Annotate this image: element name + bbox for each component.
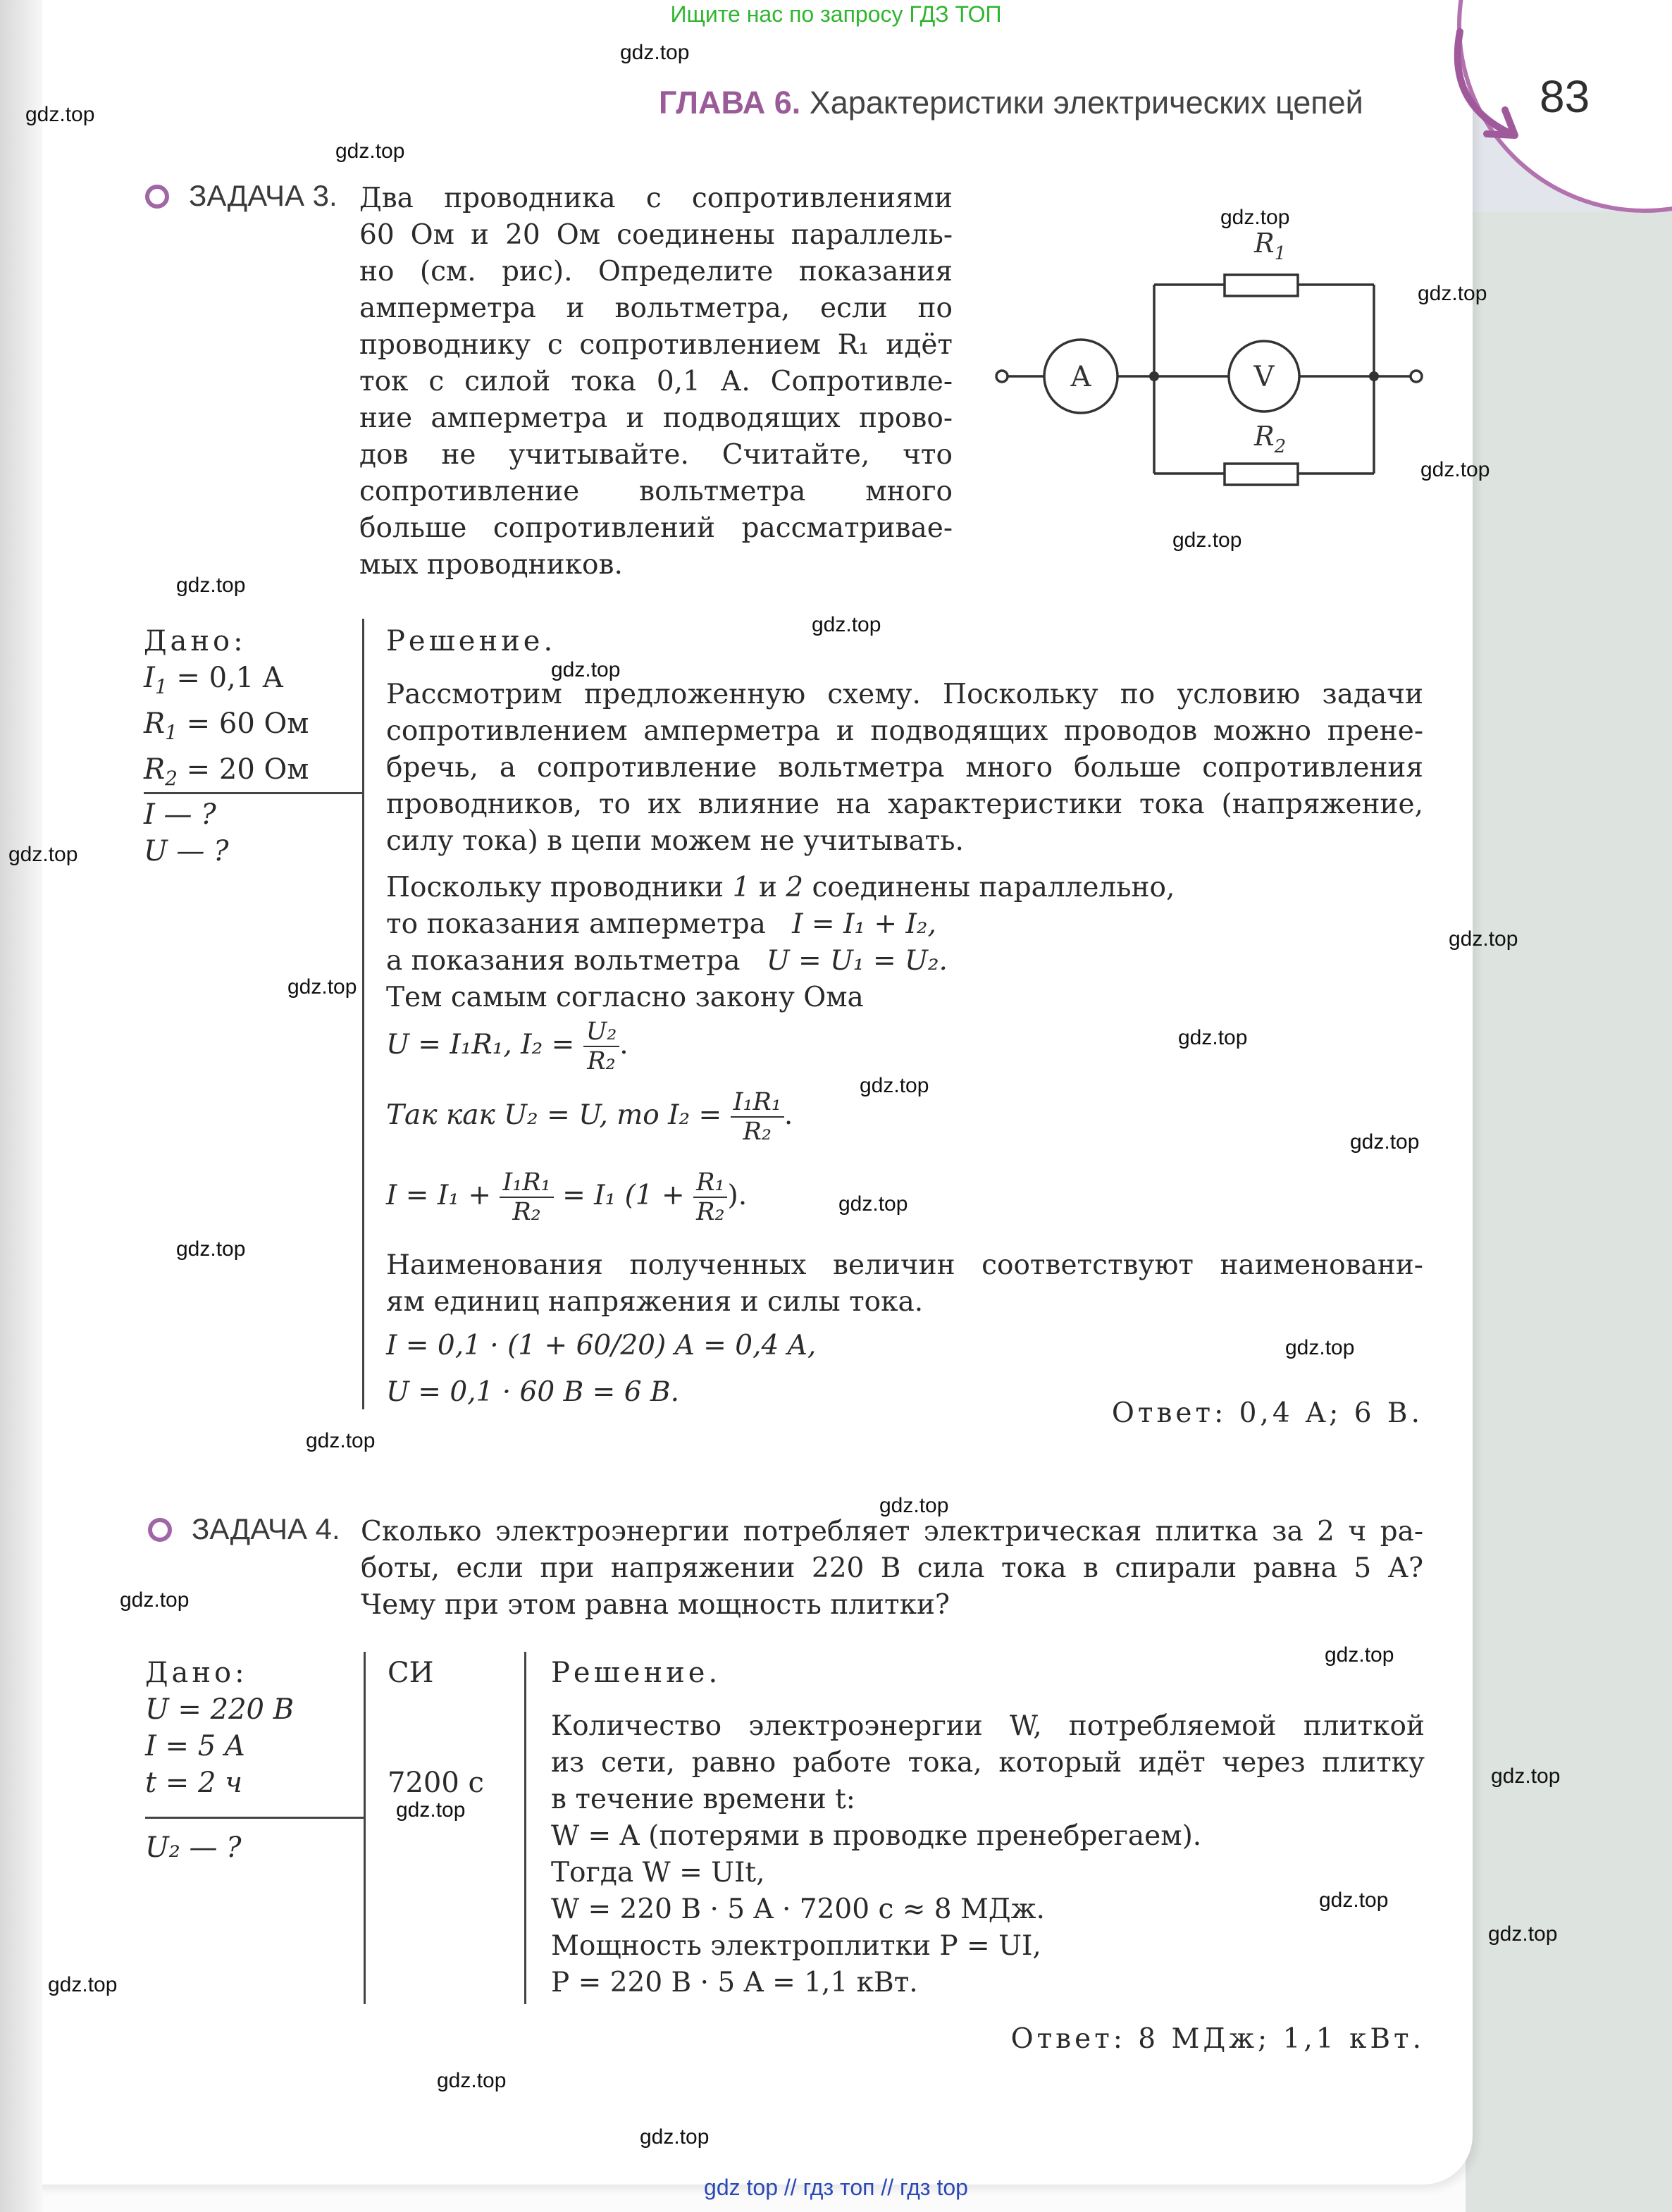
task4-equations [551, 1818, 1201, 2001]
given-title: Дано: [145, 1657, 248, 1689]
task3-units-paragraph [386, 1247, 1423, 1321]
watermark: gdz.top [1220, 206, 1290, 229]
calc-current: I = 0,1 · (1 + 60/20) A = 0,4 A, [386, 1330, 817, 1361]
footer-banner[interactable]: gdz top // гдз топ // гдз top [704, 2175, 968, 2200]
equation-line: W = A (потерями в проводке пренебрегаем). [551, 1820, 1202, 1852]
watermark: gdz.top [860, 1074, 929, 1097]
chapter-title: Характеристики электрических цепей [809, 85, 1363, 121]
watermark: gdz.top [1178, 1026, 1248, 1049]
task3-answer: Ответ: 0,4 A; 6 B. [1111, 1397, 1423, 1429]
task4-given [145, 1655, 294, 1801]
watermark: gdz.top [812, 613, 881, 636]
watermark: gdz.top [1325, 1643, 1394, 1667]
task3-circle-icon [145, 185, 169, 209]
watermark: gdz.top [396, 1798, 466, 1822]
resistor-r1 [1225, 275, 1298, 296]
task4-label: ЗАДАЧА 4. [192, 1512, 340, 1545]
watermark: gdz.top [306, 1429, 376, 1452]
watermark: gdz.top [1285, 1336, 1355, 1359]
line-voltmeter: а показания вольтметра U = U₁ = U₂. [386, 945, 948, 977]
task3-solution-title: Решение. [386, 625, 557, 657]
terminal-left [996, 371, 1008, 382]
watermark: gdz.top [640, 2125, 710, 2149]
watermark: gdz.top [1491, 1765, 1561, 1788]
equation-line: W = 220 B · 5 A · 7200 с ≈ 8 МДж. [551, 1893, 1045, 1925]
given-title: Дано: [144, 625, 247, 657]
statement-line: больше сопротивлений рассматривае- [359, 512, 953, 544]
watermark: gdz.top [8, 843, 78, 866]
r1-label: $R_1$ [1254, 228, 1287, 264]
watermark: gdz.top [176, 1237, 246, 1261]
watermark: gdz.top [1420, 458, 1490, 481]
terminal-right [1411, 371, 1422, 382]
find-item: U — ? [144, 835, 229, 867]
eq-current: I = I₁ + I₂, [792, 908, 936, 940]
equation-line: P = 220 B · 5 A = 1,1 кВт. [551, 1967, 918, 1998]
line-parallel: Поскольку проводники 1 и 2 соединены параллельно, [386, 872, 1175, 903]
eq-total: I = I₁ + $\frac{\text{I₁R₁}}{\text{R₂}}$ = I₁ (1 + $\frac{\text{R₁}}{\text{R₂}}$ ). [386, 1168, 748, 1226]
solution-line: в течение времени t: [551, 1784, 855, 1815]
task4-answer: Ответ: 8 МДж; 1,1 кВт. [1010, 2023, 1425, 2055]
find-item: I — ? [144, 798, 216, 831]
task3-find [144, 796, 229, 870]
chapter-header [659, 85, 1363, 121]
resistor-r2 [1225, 464, 1298, 485]
solution-line: Количество электроэнергии W, потребляемой плиткой [551, 1710, 1425, 1742]
si-value: 7200 с [388, 1767, 484, 1799]
watermark: gdz.top [879, 1494, 949, 1517]
statement-line: сопротивление вольтметра много [359, 476, 953, 507]
task4-solution-title: Решение. [551, 1657, 722, 1689]
watermark: gdz.top [1418, 282, 1487, 305]
watermark: gdz.top [176, 574, 246, 597]
statement-line: амперметра и вольтметра, если по [359, 292, 953, 324]
junction-right [1369, 371, 1379, 381]
curved-arrow-icon [1444, 28, 1529, 148]
task3-given [144, 623, 309, 797]
given-item: I = 5 A [145, 1730, 245, 1762]
task4-find: U₂ — ? [145, 1831, 242, 1864]
eq-ohm: U = I₁R₁, I₂ = $\frac{\text{U₂}}{\text{R₂}}$ . [386, 1018, 628, 1075]
circuit-diagram [986, 225, 1437, 486]
solution-line: бречь, а сопротивление вольтметра много больше сопротивления [386, 752, 1423, 784]
ammeter-label: A [1070, 361, 1091, 393]
junction-left [1149, 371, 1159, 381]
equation-line: Мощность электроплитки P = UI, [551, 1930, 1041, 1962]
statement-line: боты, если при напряжении 220 В сила тока в спирали равна 5 А? [361, 1552, 1423, 1584]
statement-line: ние амперметра и подводящих прово- [359, 402, 953, 434]
statement-line: мых проводников. [359, 549, 623, 581]
watermark: gdz.top [437, 2069, 507, 2092]
statement-line: Сколько электроэнергии потребляет электрическая плитка за 2 ч ра- [361, 1516, 1423, 1547]
units-line: ям единиц напряжения и силы тока. [386, 1286, 924, 1318]
watermark: gdz.top [620, 41, 690, 64]
equation-line: Тогда W = UIt, [551, 1857, 765, 1889]
calc-voltage: U = 0,1 · 60 B = 6 B. [386, 1376, 679, 1408]
watermark: gdz.top [838, 1192, 908, 1216]
statement-line: проводнику с сопротивлением R₁ идёт [359, 329, 953, 361]
si-title: СИ [388, 1657, 434, 1689]
solution-line: проводников, то их влияние на характеристики тока (напряжение, [386, 789, 1423, 820]
solution-divider [362, 619, 364, 1409]
watermark: gdz.top [1319, 1889, 1389, 1912]
watermark: gdz.top [1488, 1922, 1558, 1946]
task3-solution-paragraph [386, 676, 1423, 860]
watermark: gdz.top [25, 103, 95, 126]
task4-statement [361, 1514, 1423, 1624]
given-divider [144, 792, 364, 794]
r2-label: $R_2$ [1254, 421, 1287, 457]
statement-line: но (см. рис). Определите показания [359, 256, 953, 288]
chapter-label: ГЛАВА 6. [659, 85, 801, 121]
watermark: gdz.top [1172, 529, 1242, 552]
solution-divider [524, 1652, 526, 2004]
solution-line: из сети, равно работе тока, который идёт через плитку [551, 1747, 1425, 1779]
solution-line: силу тока) в цепи можем не учитывать. [386, 825, 964, 857]
eq-since: Так как U₂ = U, то I₂ = $\frac{\text{I₁R₁}}{\text{R₂}}$ . [386, 1088, 793, 1146]
given-item: t = 2 ч [145, 1767, 243, 1799]
given-item: U = 220 B [145, 1693, 295, 1726]
watermark: gdz.top [287, 975, 357, 999]
statement-line: Два проводника с сопротивлениями [359, 183, 953, 214]
watermark: gdz.top [120, 1588, 190, 1612]
page-number: 83 [1540, 71, 1590, 122]
units-line: Наименования полученных величин соответствуют наименовани- [386, 1249, 1423, 1281]
top-banner[interactable]: Ищите нас по запросу ГДЗ ТОП [670, 1, 1002, 27]
eq-voltage: U = U₁ = U₂. [766, 945, 948, 977]
line-ohm: Тем самым согласно закону Ома [386, 982, 864, 1013]
given-item: $R_2 = 20$ Ом [144, 753, 309, 790]
right-margin [1466, 0, 1672, 2212]
watermark: gdz.top [335, 140, 405, 163]
watermark: gdz.top [48, 1973, 118, 1996]
voltmeter-label: V [1253, 361, 1275, 393]
solution-line: Рассмотрим предложенную схему. Поскольку по условию задачи [386, 679, 1423, 710]
statement-line: Чему при этом равна мощность плитки? [361, 1589, 950, 1621]
task3-statement [359, 180, 953, 583]
task3-label: ЗАДАЧА 3. [189, 179, 338, 212]
statement-line: дов не учитывайте. Считайте, что [359, 439, 953, 471]
solution-line: сопротивлением амперметра и подводящих проводов можно прене- [386, 715, 1423, 747]
given-divider [145, 1817, 365, 1819]
statement-line: 60 Ом и 20 Ом соединены параллель- [359, 219, 953, 251]
watermark: gdz.top [1449, 927, 1518, 951]
task4-solution-paragraph [551, 1708, 1425, 1818]
given-item: $I_1 = 0,1$ A [144, 662, 283, 698]
line-ammeter: то показания амперметра I = I₁ + I₂, [386, 908, 936, 940]
watermark: gdz.top [551, 658, 621, 681]
statement-line: ток с силой тока 0,1 А. Сопротивле- [359, 366, 953, 397]
task4-circle-icon [148, 1518, 172, 1542]
si-divider [364, 1652, 366, 2004]
given-item: $R_1 = 60$ Ом [144, 708, 309, 744]
book-spine-shadow [0, 0, 42, 2212]
watermark: gdz.top [1350, 1130, 1420, 1154]
